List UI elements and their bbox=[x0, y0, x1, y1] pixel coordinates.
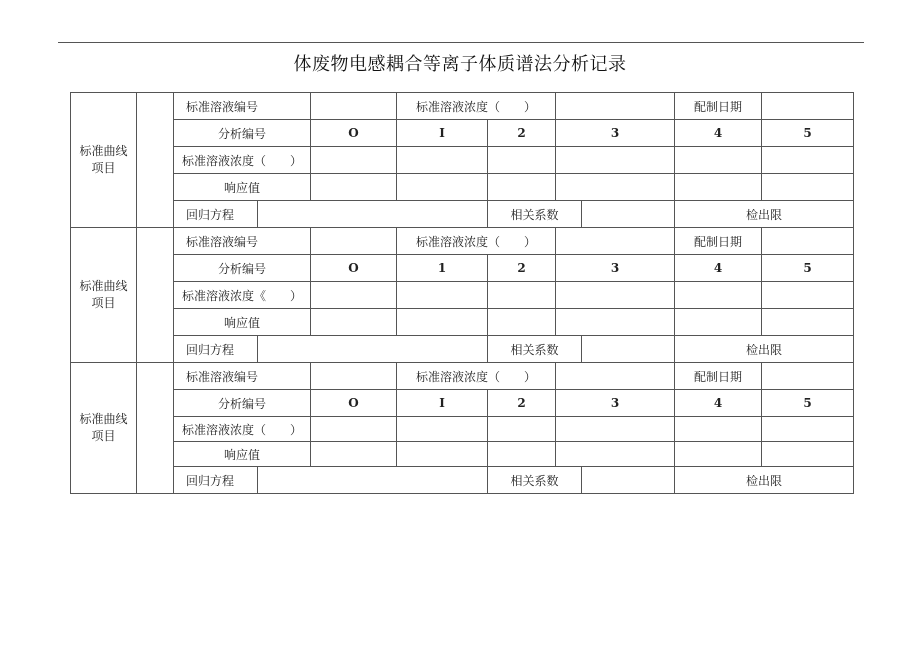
block-3-item-cell[interactable] bbox=[137, 363, 174, 494]
block-3-conc-cell[interactable] bbox=[556, 417, 675, 442]
block-1-conc-cell[interactable] bbox=[556, 147, 675, 174]
block-2-number-4: 4 bbox=[675, 255, 762, 282]
block-3-prep-date-value[interactable] bbox=[762, 363, 854, 390]
block-1-response-cell[interactable] bbox=[556, 174, 675, 201]
block-1-number-0: O bbox=[311, 120, 397, 147]
block-2-label: 标准曲线 项目 bbox=[71, 228, 137, 363]
block-2-regression-value[interactable] bbox=[258, 336, 488, 363]
block-2-conc-cell[interactable] bbox=[675, 282, 762, 309]
block-3-number-2: 2 bbox=[488, 390, 556, 417]
block-2-correlation-label: 相关系数 bbox=[488, 336, 582, 363]
block-3-number-5: 5 bbox=[762, 390, 854, 417]
block-2-number-0: O bbox=[311, 255, 397, 282]
block-2-std-no-label: 标准溶液编号 bbox=[174, 228, 311, 255]
block-3-number-4: 4 bbox=[675, 390, 762, 417]
block-2-prep-date-label: 配制日期 bbox=[675, 228, 762, 255]
block-3-response-cell[interactable] bbox=[762, 442, 854, 467]
block-1-response-cell[interactable] bbox=[762, 174, 854, 201]
block-3-number-0: O bbox=[311, 390, 397, 417]
block-2-std-no-value[interactable] bbox=[311, 228, 397, 255]
block-3-response-label: 响应值 bbox=[174, 442, 311, 467]
block-3-conc-cell[interactable] bbox=[311, 417, 397, 442]
block-1-response-cell[interactable] bbox=[397, 174, 488, 201]
block-2-number-1: 1 bbox=[397, 255, 488, 282]
block-1-number-5: 5 bbox=[762, 120, 854, 147]
block-1-number-3: 3 bbox=[556, 120, 675, 147]
block-1-std-conc-value[interactable] bbox=[556, 93, 675, 120]
block-1-number-4: 4 bbox=[675, 120, 762, 147]
block-3-correlation-value[interactable] bbox=[582, 467, 675, 494]
block-1-regression-value[interactable] bbox=[258, 201, 488, 228]
block-1-conc-cell[interactable] bbox=[311, 147, 397, 174]
block-3-response-cell[interactable] bbox=[675, 442, 762, 467]
block-3-regression-label: 回归方程 bbox=[174, 467, 258, 494]
block-2-number-5: 5 bbox=[762, 255, 854, 282]
block-2-conc-cell[interactable] bbox=[762, 282, 854, 309]
block-1-response-cell[interactable] bbox=[488, 174, 556, 201]
block-1-response-cell[interactable] bbox=[311, 174, 397, 201]
block-1-std-no-value[interactable] bbox=[311, 93, 397, 120]
block-2-response-cell[interactable] bbox=[311, 309, 397, 336]
block-2-response-cell[interactable] bbox=[488, 309, 556, 336]
block-3-detection-label: 检出限 bbox=[675, 467, 854, 494]
analysis-record-table bbox=[70, 92, 854, 494]
block-2-response-cell[interactable] bbox=[397, 309, 488, 336]
block-2-response-cell[interactable] bbox=[556, 309, 675, 336]
block-3-conc-cell[interactable] bbox=[488, 417, 556, 442]
block-3-correlation-label: 相关系数 bbox=[488, 467, 582, 494]
block-1-item-cell[interactable] bbox=[137, 93, 174, 228]
block-2-correlation-value[interactable] bbox=[582, 336, 675, 363]
block-2-conc-cell[interactable] bbox=[556, 282, 675, 309]
block-1-analysis-no-label: 分析编号 bbox=[174, 120, 311, 147]
block-3-response-cell[interactable] bbox=[311, 442, 397, 467]
block-2-conc-cell[interactable] bbox=[397, 282, 488, 309]
block-3-response-cell[interactable] bbox=[556, 442, 675, 467]
block-1-detection-label: 检出限 bbox=[675, 201, 854, 228]
block-2-response-cell[interactable] bbox=[675, 309, 762, 336]
block-1-std-no-label: 标准溶液编号 bbox=[174, 93, 311, 120]
block-3-std-no-value[interactable] bbox=[311, 363, 397, 390]
block-1-conc-row-label: 标准溶液浓度（ ） bbox=[174, 147, 311, 174]
page-title: 体废物电感耦合等离子体质谱法分析记录 bbox=[293, 54, 627, 75]
block-1-conc-cell[interactable] bbox=[675, 147, 762, 174]
block-1-prep-date-label: 配制日期 bbox=[675, 93, 762, 120]
block-2-regression-label: 回归方程 bbox=[174, 336, 258, 363]
block-1-regression-label: 回归方程 bbox=[174, 201, 258, 228]
block-2-number-2: 2 bbox=[488, 255, 556, 282]
header-rule bbox=[58, 42, 864, 43]
block-1-response-label: 响应值 bbox=[174, 174, 311, 201]
block-1-std-conc-label: 标准溶液浓度（ ） bbox=[397, 93, 556, 120]
block-2-response-label: 响应值 bbox=[174, 309, 311, 336]
block-2-response-cell[interactable] bbox=[762, 309, 854, 336]
block-1-conc-cell[interactable] bbox=[397, 147, 488, 174]
block-2-analysis-no-label: 分析编号 bbox=[174, 255, 311, 282]
block-1-number-1: I bbox=[397, 120, 488, 147]
block-1-prep-date-value[interactable] bbox=[762, 93, 854, 120]
block-3-std-conc-label: 标准溶液浓度（ ） bbox=[397, 363, 556, 390]
block-3-response-cell[interactable] bbox=[488, 442, 556, 467]
block-2-std-conc-value[interactable] bbox=[556, 228, 675, 255]
block-3-conc-cell[interactable] bbox=[762, 417, 854, 442]
block-3-analysis-no-label: 分析编号 bbox=[174, 390, 311, 417]
block-1-correlation-value[interactable] bbox=[582, 201, 675, 228]
block-2-conc-cell[interactable] bbox=[488, 282, 556, 309]
block-3-regression-value[interactable] bbox=[258, 467, 488, 494]
block-2-number-3: 3 bbox=[556, 255, 675, 282]
block-3-number-1: I bbox=[397, 390, 488, 417]
block-1-response-cell[interactable] bbox=[675, 174, 762, 201]
block-2-conc-row-label: 标准溶液浓度《 ） bbox=[174, 282, 311, 309]
block-3-std-no-label: 标准溶液编号 bbox=[174, 363, 311, 390]
block-1-conc-cell[interactable] bbox=[762, 147, 854, 174]
block-1-conc-cell[interactable] bbox=[488, 147, 556, 174]
block-3-label: 标准曲线 项目 bbox=[71, 363, 137, 494]
block-1-correlation-label: 相关系数 bbox=[488, 201, 582, 228]
block-3-prep-date-label: 配制日期 bbox=[675, 363, 762, 390]
block-2-detection-label: 检出限 bbox=[675, 336, 854, 363]
block-2-conc-cell[interactable] bbox=[311, 282, 397, 309]
block-3-conc-cell[interactable] bbox=[397, 417, 488, 442]
block-2-std-conc-label: 标准溶液浓度（ ） bbox=[397, 228, 556, 255]
block-1-number-2: 2 bbox=[488, 120, 556, 147]
block-1-label: 标准曲线 项目 bbox=[71, 93, 137, 228]
block-2-item-cell[interactable] bbox=[137, 228, 174, 363]
block-2-prep-date-value[interactable] bbox=[762, 228, 854, 255]
block-3-conc-cell[interactable] bbox=[675, 417, 762, 442]
block-3-number-3: 3 bbox=[556, 390, 675, 417]
block-3-response-cell[interactable] bbox=[397, 442, 488, 467]
block-3-std-conc-value[interactable] bbox=[556, 363, 675, 390]
block-3-conc-row-label: 标准溶液浓度（ ） bbox=[174, 417, 311, 442]
